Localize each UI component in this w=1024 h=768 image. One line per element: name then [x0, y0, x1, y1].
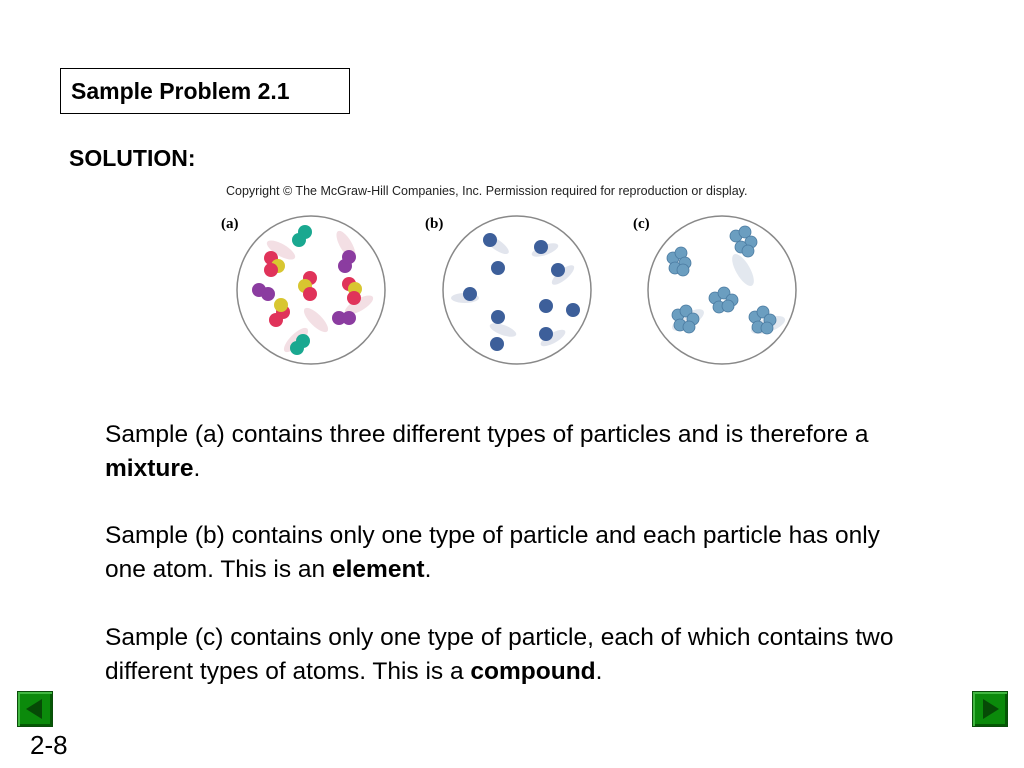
paragraph-b-text: Sample (b) contains only one type of particle and each particle has only one atom. This is an	[105, 522, 880, 583]
triangle-left-icon	[18, 692, 52, 726]
panel-label-b: (b)	[425, 216, 444, 232]
paragraph-sample-b	[105, 519, 905, 587]
slide-number: 2-8	[30, 730, 68, 760]
paragraph-sample-c	[105, 621, 905, 689]
term-element: element	[331, 556, 425, 583]
panel-label-c: (c)	[633, 216, 650, 232]
panel-label-a: (a)	[221, 216, 239, 232]
paragraph-c-text: Sample (c) contains only one type of particle, each of which contains two different types of atoms. This is a	[105, 624, 894, 685]
paragraph-c-end: .	[595, 658, 603, 685]
sample-c-panel	[633, 210, 803, 370]
sample-c-diagram	[633, 210, 803, 370]
paragraph-b-end: .	[424, 556, 432, 583]
sample-a-panel	[221, 210, 391, 370]
sample-b-diagram	[425, 210, 595, 370]
sample-problem-title: Sample Problem 2.1	[60, 68, 350, 114]
solution-label: SOLUTION:	[69, 145, 196, 171]
previous-slide-button[interactable]	[17, 691, 53, 727]
sample-a-diagram	[221, 210, 391, 370]
next-slide-button[interactable]	[972, 691, 1008, 727]
term-compound: compound	[470, 658, 596, 685]
copyright-notice: Copyright © The McGraw-Hill Companies, Inc. Permission required for reproduction or display.	[226, 184, 748, 198]
sample-b-panel	[425, 210, 595, 370]
paragraph-a-text: Sample (a) contains three different types of particles and is therefore a	[105, 421, 869, 448]
term-mixture: mixture	[105, 455, 194, 482]
paragraph-sample-a	[105, 418, 905, 486]
triangle-right-icon	[973, 692, 1007, 726]
paragraph-a-end: .	[193, 455, 201, 482]
